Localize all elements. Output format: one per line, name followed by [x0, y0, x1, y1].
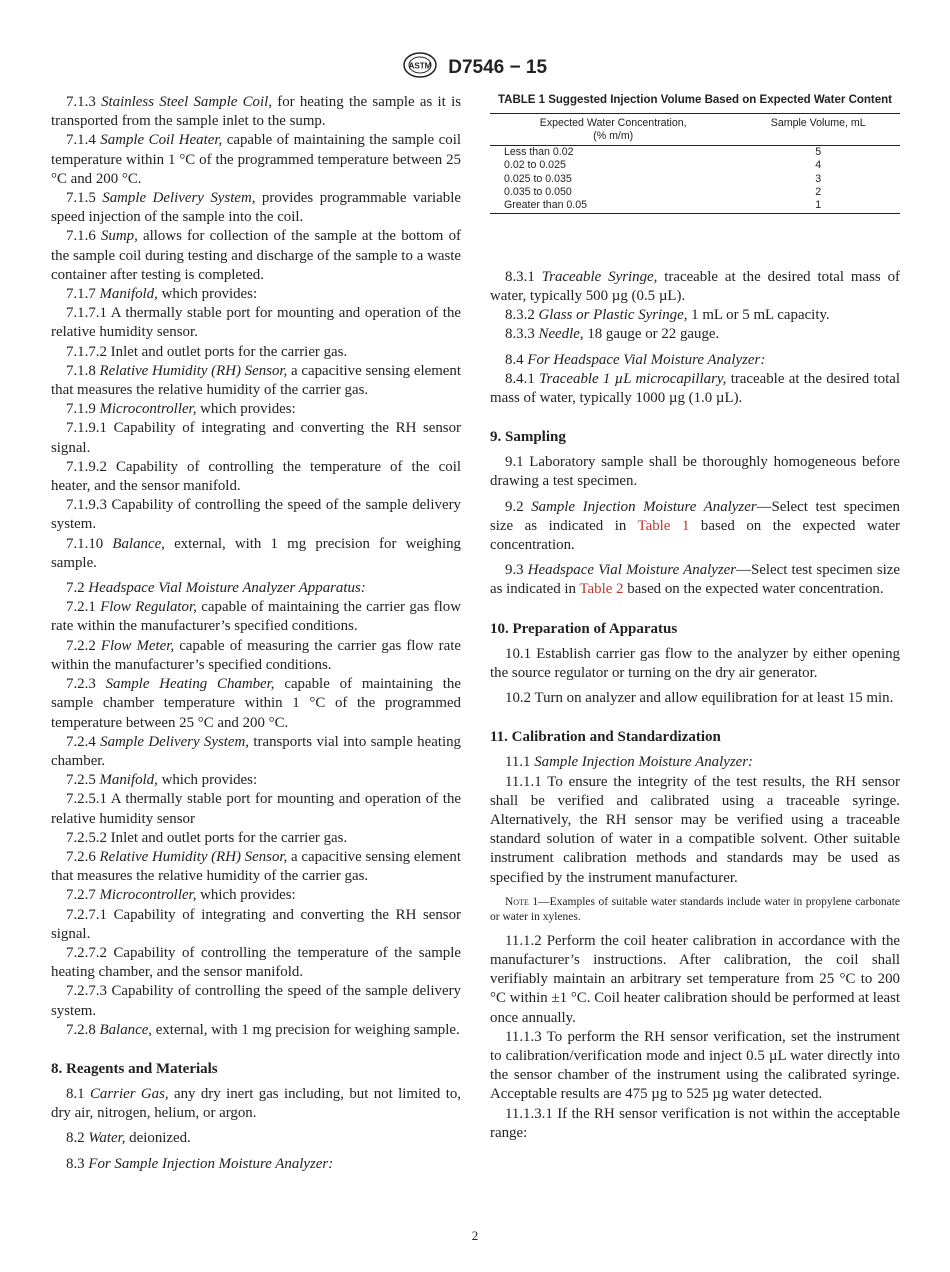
cell-volume: 3: [815, 172, 822, 185]
cell-concentration: 0.025 to 0.035: [504, 172, 572, 185]
left-column: [51, 93, 461, 1174]
para-7-2-5: 7.2.5 Manifold, which provides:: [66, 772, 258, 789]
para-7-1-8: 7.1.8 Relative Humidity (RH) Sensor, a capacitive sensing element that measures the relative humidity of the carrier gas.: [51, 362, 461, 399]
para-10-1: 10.1 Establish carrier gas flow to the analyzer by either opening the source regulator or turning on the dry air generator.: [490, 645, 900, 681]
section-heading-9: 9. Sampling: [490, 429, 566, 446]
para-7-1-6: 7.1.6 Sump, allows for collection of the sample at the bottom of the sample coil during testing and discharge of the sample to a waste container after testing is completed.: [51, 228, 461, 283]
para-7-1-5: 7.1.5 Sample Delivery System, provides programmable variable speed injection of the sample into the coil.: [51, 190, 461, 226]
cell-concentration: Less than 0.02: [504, 145, 574, 158]
para-8-4-1: 8.4.1 Traceable 1 µL microcapillary, traceable at the desired total mass of water, typically 1000 µg (1.0 µL).: [490, 370, 900, 407]
para-7-1-9-2: 7.1.9.2 Capability of controlling the temperature of the coil heater, and the sensor manifold.: [51, 458, 461, 495]
para-8-3-1: 8.3.1 Traceable Syringe, traceable at the desired total mass of water, typically 500 µg (0.5 µL).: [490, 268, 900, 305]
col-header-concentration: Expected Water Concentration, (% m/m): [539, 117, 687, 143]
para-7-2-5-2: 7.2.5.2 Inlet and outlet ports for the carrier gas.: [66, 829, 348, 846]
para-7-2-4: 7.2.4 Sample Delivery System, transports vial into sample heating chamber.: [51, 733, 461, 769]
para-9-2: 9.2 Sample Injection Moisture Analyzer—Select test specimen size as indicated in Table 1 based on the expected water concentration.: [490, 498, 901, 554]
note-1: Note 1—Examples of suitable water standards include water in propylene carbonate or water in xylenes.: [490, 895, 900, 924]
para-7-2-7: 7.2.7 Microcontroller, which provides:: [66, 887, 296, 904]
table-row: [490, 145, 900, 159]
para-10-2: 10.2 Turn on analyzer and allow equilibration for at least 15 min.: [505, 690, 894, 707]
table-header-row: [490, 114, 900, 146]
para-7-2-7-2: 7.2.7.2 Capability of controlling the temperature of the sample heating chamber, and the sensor manifold.: [51, 944, 461, 981]
table-2-link[interactable]: Table 2: [579, 581, 624, 598]
para-7-1-9: 7.1.9 Microcontroller, which provides:: [66, 401, 296, 418]
para-8-3-3: 8.3.3 Needle, 18 gauge or 22 gauge.: [505, 326, 720, 343]
para-7-1-7-2: 7.1.7.2 Inlet and outlet ports for the carrier gas.: [66, 343, 348, 360]
table-1-grid: [490, 113, 900, 214]
section-heading-10: 10. Preparation of Apparatus: [490, 620, 678, 637]
para-7-2-7-1: 7.2.7.1 Capability of integrating and converting the RH sensor signal.: [51, 906, 461, 942]
page-header: [0, 52, 950, 84]
cell-volume: 2: [815, 186, 822, 199]
designation: D7546 − 15: [448, 57, 548, 78]
section-heading-8: 8. Reagents and Materials: [51, 1060, 218, 1077]
right-column: [490, 93, 900, 1143]
table-row: [490, 186, 900, 199]
para-7-1-10: 7.1.10 Balance, external, with 1 mg precision for weighing sample.: [51, 535, 461, 571]
svg-text:ASTM: ASTM: [408, 61, 432, 71]
para-9-1: 9.1 Laboratory sample shall be thoroughly homogeneous before drawing a test specimen.: [490, 454, 900, 490]
cell-concentration: 0.035 to 0.050: [504, 186, 572, 199]
cell-concentration: Greater than 0.05: [504, 199, 588, 212]
section-heading-11: 11. Calibration and Standardization: [490, 729, 721, 746]
para-7-1-7: 7.1.7 Manifold, which provides:: [66, 286, 258, 303]
para-7-2-2: 7.2.2 Flow Meter, capable of measuring the carrier gas flow rate within the manufacturer’s specified conditions.: [51, 637, 461, 673]
para-8-1: 8.1 Carrier Gas, any dry inert gas including, but not limited to, dry air, nitrogen, helium, or argon.: [51, 1085, 461, 1122]
table-row: [490, 199, 900, 213]
para-7-2-7-3: 7.2.7.3 Capability of controlling the speed of the sample delivery system.: [51, 983, 461, 1019]
para-7-1-3: 7.1.3 Stainless Steel Sample Coil, for heating the sample as it is transported from the sample inlet to the sump.: [51, 94, 462, 130]
table-1-title: TABLE 1 Suggested Injection Volume Based on Expected Water Content: [497, 94, 893, 106]
para-7-2: 7.2 Headspace Vial Moisture Analyzer Apparatus:: [66, 580, 366, 597]
cell-concentration: 0.02 to 0.025: [504, 159, 566, 172]
para-11-1: 11.1 Sample Injection Moisture Analyzer:: [505, 754, 753, 771]
para-11-1-1: 11.1.1 To ensure the integrity of the test results, the RH sensor shall be verified and calibrated using a traceable syringe. Alternatively, the RH sensor may be verified using a traceable standard solution of water in a compatible solvent. Other suitable instrument calibration methods and standards may be used as specified by the instrument manufacturer.: [490, 773, 900, 886]
para-7-1-4: 7.1.4 Sample Coil Heater, capable of maintaining the sample coil temperature within 1 °C of the programmed temperature between 25 °C and 200 °C.: [51, 132, 461, 187]
page-number: 2: [471, 1228, 479, 1243]
para-11-1-3: 11.1.3 To perform the RH sensor verification, set the instrument to calibration/verification mode and inject 0.5 µL water directly into the sensor chamber of the instrument using the calibrated syringe. Acceptable results are 475 µg to 525 µg water detected.: [490, 1028, 900, 1103]
table-1-link[interactable]: Table 1: [637, 517, 690, 534]
para-7-1-9-1: 7.1.9.1 Capability of integrating and converting the RH sensor signal.: [51, 420, 461, 456]
para-11-1-2: 11.1.2 Perform the coil heater calibration in accordance with the manufacturer’s instructions. After calibration, the coil shall verifiably maintain an arbitrary set temperature from 25 °C to 200 °C within ±1 °C. Coil heater calibration should be performed at least once annually.: [490, 932, 900, 1026]
table-row: [490, 173, 900, 186]
astm-logo: [403, 52, 437, 84]
para-11-1-3-1: 11.1.3.1 If the RH sensor verification is not within the acceptable range:: [490, 1105, 900, 1141]
para-7-2-3: 7.2.3 Sample Heating Chamber, capable of maintaining the sample chamber temperature within 1 °C of the programmed temperature between 25 °C and 200 °C.: [51, 676, 461, 731]
para-7-1-7-1: 7.1.7.1 A thermally stable port for mounting and operation of the relative humidity sensor.: [51, 305, 461, 341]
table-1: [490, 93, 900, 214]
para-7-2-6: 7.2.6 Relative Humidity (RH) Sensor, a capacitive sensing element that measures the relative humidity of the carrier gas.: [51, 848, 461, 885]
para-9-3: 9.3 Headspace Vial Moisture Analyzer—Select test specimen size as indicated in Table 2 based on the expected water concentration.: [490, 562, 900, 598]
para-7-2-1: 7.2.1 Flow Regulator, capable of maintaining the carrier gas flow rate within the manufacturer’s specified conditions.: [51, 599, 461, 635]
cell-volume: 4: [815, 159, 822, 172]
para-8-3: 8.3 For Sample Injection Moisture Analyzer:: [66, 1155, 334, 1172]
cell-volume: 1: [815, 199, 822, 212]
para-7-2-5-1: 7.2.5.1 A thermally stable port for mounting and operation of the relative humidity sensor: [51, 791, 461, 827]
table-row: [490, 159, 900, 172]
para-8-2: 8.2 Water, deionized.: [66, 1130, 191, 1147]
para-8-3-2: 8.3.2 Glass or Plastic Syringe, 1 mL or 5 mL capacity.: [505, 307, 830, 324]
col-header-volume: Sample Volume, mL: [770, 117, 866, 129]
para-7-1-9-3: 7.1.9.3 Capability of controlling the speed of the sample delivery system.: [51, 497, 461, 533]
para-7-2-8: 7.2.8 Balance, external, with 1 mg precision for weighing sample.: [66, 1021, 460, 1038]
cell-volume: 5: [815, 145, 822, 158]
para-8-4: 8.4 For Headspace Vial Moisture Analyzer:: [505, 351, 766, 368]
